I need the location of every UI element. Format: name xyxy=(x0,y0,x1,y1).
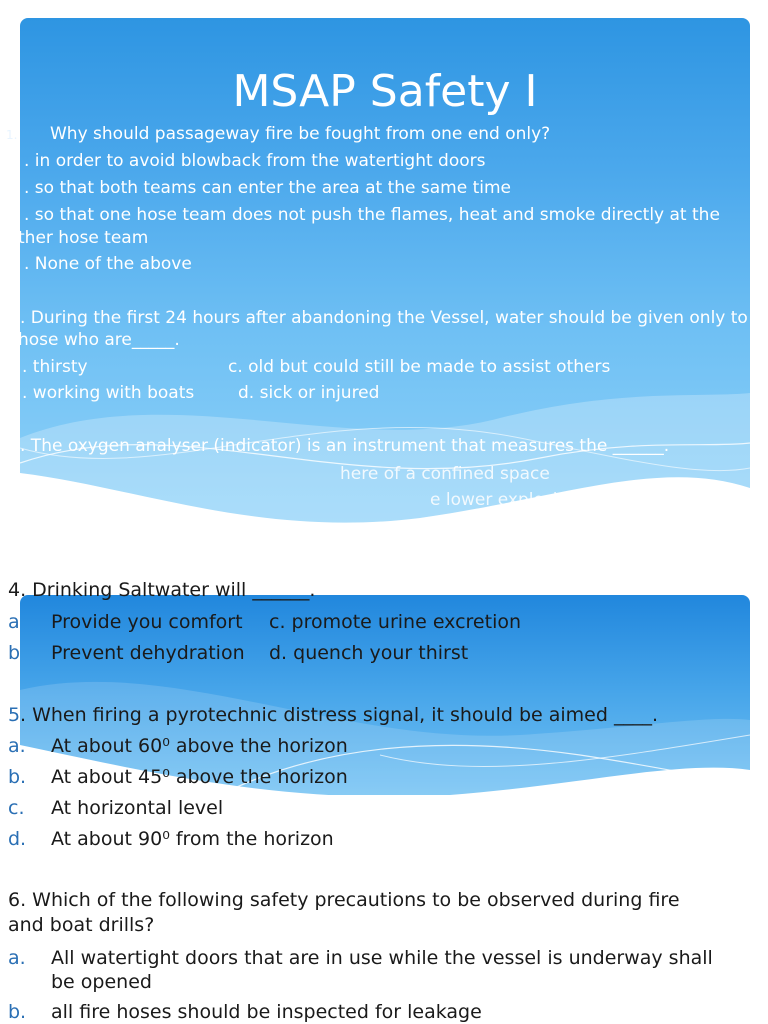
q4-question: 4. Drinking Saltwater will ______. xyxy=(8,579,316,601)
slide-1 xyxy=(6,18,750,523)
q3-option-a-partial: here of a confined space xyxy=(340,464,550,484)
q2-question-line2: hose who are_____. xyxy=(18,330,180,350)
q1-option-b: . so that both teams can enter the area at the same time xyxy=(24,178,511,198)
q1-question: Why should passageway fire be fought from one end only? xyxy=(50,124,551,144)
q2-option-d: d. sick or injured xyxy=(238,383,380,403)
q1-option-d: . None of the above xyxy=(24,254,192,274)
q4-option-c: c. promote urine excretion xyxy=(269,611,522,633)
q5-number: 5 xyxy=(8,704,21,726)
q5-option-c: At horizontal level xyxy=(51,797,224,819)
q2-option-c: c. old but could still be made to assist others xyxy=(228,357,611,377)
q5-option-b-label: b. xyxy=(8,766,27,788)
q6-option-a-label: a. xyxy=(8,947,26,969)
q5-option-d-label: d. xyxy=(8,828,27,850)
q6-question-line2: and boat drills? xyxy=(8,914,155,936)
q5-option-b: At about 45⁰ above the horizon xyxy=(51,766,348,788)
q6-option-b-label: b. xyxy=(8,1001,27,1023)
q5-question: . When firing a pyrotechnic distress signal, it should be aimed ____. xyxy=(20,704,659,726)
q4-option-b-label: b xyxy=(8,642,21,664)
q5-option-a: At about 60⁰ above the horizon xyxy=(51,735,348,757)
q2-question-line1: . During the first 24 hours after abandoning the Vessel, water should be given only to xyxy=(20,308,748,328)
q2-option-b: . working with boats xyxy=(22,383,195,403)
q4-option-b: Prevent dehydration xyxy=(51,642,245,664)
q4-option-a-label: a xyxy=(8,611,20,633)
q1-option-c: . so that one hose team does not push the flames, heat and smoke directly at the xyxy=(24,205,720,225)
q6-option-a-cont: be opened xyxy=(51,971,152,993)
q3-option-b-partial: e lower explosive limit in a confined xyxy=(430,490,737,510)
q6-option-b: all fire hoses should be inspected for leakage xyxy=(51,1001,482,1023)
q3-question-line1: . The oxygen analyser (indicator) is an instrument that measures the ______. xyxy=(20,436,670,456)
q1-option-a: . in order to avoid blowback from the watertight doors xyxy=(24,151,486,171)
q5-option-c-label: c. xyxy=(8,797,25,819)
q2-option-a: . thirsty xyxy=(22,357,88,377)
q6-option-a: All watertight doors that are in use while the vessel is underway shall xyxy=(51,947,713,969)
q5-option-a-label: a. xyxy=(8,735,26,757)
page-title: MSAP Safety I xyxy=(232,66,538,117)
q1-option-c-cont: ther hose team xyxy=(18,228,149,248)
q4-option-d: d. quench your thirst xyxy=(269,642,469,664)
q4-option-a: Provide you comfort xyxy=(51,611,243,633)
q1-number: 1. xyxy=(6,128,18,142)
q5-option-d: At about 90⁰ from the horizon xyxy=(51,828,334,850)
q6-question-line1: 6. Which of the following safety precautions to be observed during fire xyxy=(8,889,680,911)
